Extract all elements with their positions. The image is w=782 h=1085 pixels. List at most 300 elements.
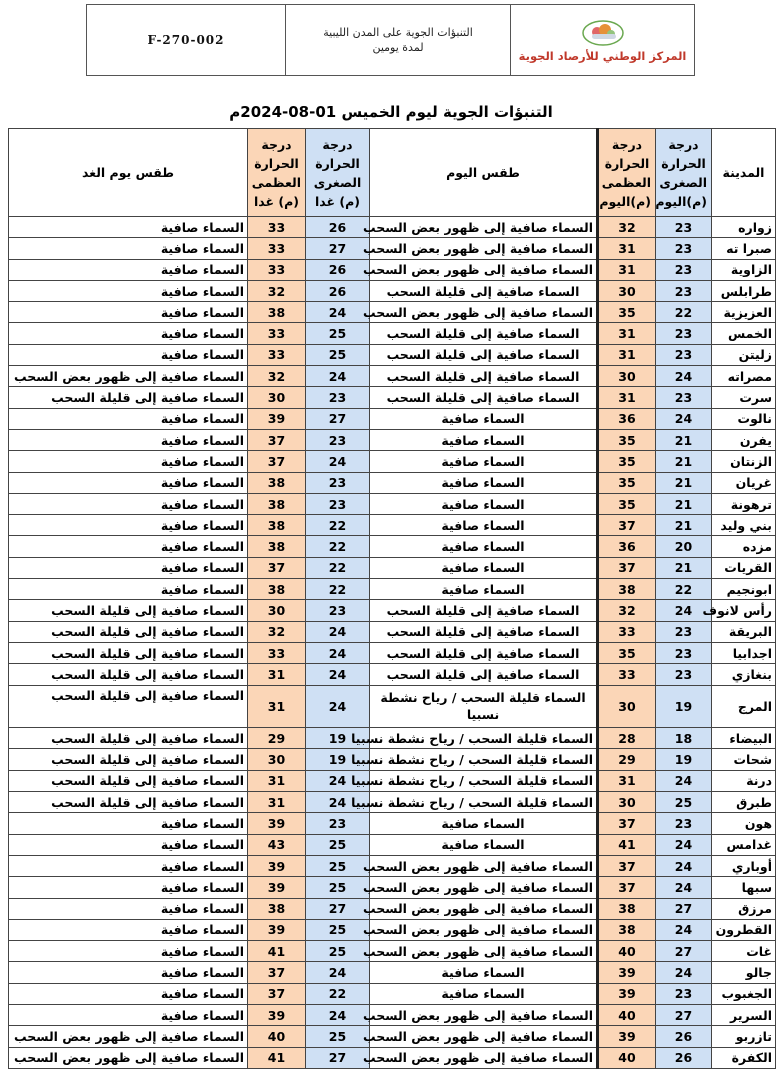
table-row <box>9 557 776 578</box>
cell-min-today: 23 <box>656 664 712 685</box>
cell-max-today: 35 <box>598 472 656 493</box>
cell-min-tomorrow: 24 <box>306 664 370 685</box>
cell-min-today: 23 <box>656 387 712 408</box>
cell-city: الكفرة <box>712 1047 776 1068</box>
cell-weather-tomorrow: السماء صافية إلى قليلة السحب <box>9 664 248 685</box>
cell-min-tomorrow: 27 <box>306 238 370 259</box>
cell-min-today: 24 <box>656 770 712 791</box>
cell-min-tomorrow: 24 <box>306 792 370 813</box>
cell-max-today: 36 <box>598 408 656 429</box>
cell-max-today: 31 <box>598 238 656 259</box>
cell-weather-today: السماء صافية <box>370 579 598 600</box>
cell-weather-today: السماء قليلة السحب / رياح نشطة نسبيا <box>370 792 598 813</box>
header-title <box>286 5 511 75</box>
forecast-table <box>8 128 776 1069</box>
cell-weather-today: السماء صافية <box>370 962 598 983</box>
table-row <box>9 493 776 514</box>
table-header-row <box>9 129 776 217</box>
cell-weather-tomorrow: السماء صافية <box>9 557 248 578</box>
cell-city: طرابلس <box>712 280 776 301</box>
cell-city: البريقة <box>712 621 776 642</box>
cell-weather-today: السماء صافية إلى ظهور بعض السحب <box>370 898 598 919</box>
cell-min-today: 24 <box>656 962 712 983</box>
cell-weather-tomorrow: السماء صافية إلى قليلة السحب <box>9 749 248 770</box>
cell-weather-today: السماء صافية <box>370 408 598 429</box>
cell-min-today: 24 <box>656 834 712 855</box>
cell-weather-tomorrow: السماء صافية <box>9 408 248 429</box>
cell-max-tomorrow: 38 <box>248 302 306 323</box>
cell-min-tomorrow: 24 <box>306 770 370 791</box>
table-row <box>9 621 776 642</box>
cell-weather-tomorrow: السماء صافية إلى قليلة السحب <box>9 600 248 621</box>
cell-max-tomorrow: 33 <box>248 642 306 663</box>
cell-weather-tomorrow: السماء صافية <box>9 344 248 365</box>
cell-max-tomorrow: 33 <box>248 217 306 238</box>
cell-max-today: 33 <box>598 664 656 685</box>
cell-weather-tomorrow: السماء صافية <box>9 238 248 259</box>
cell-min-today: 18 <box>656 728 712 749</box>
table-row <box>9 302 776 323</box>
cell-max-tomorrow: 39 <box>248 855 306 876</box>
cell-max-tomorrow: 31 <box>248 664 306 685</box>
cell-max-today: 39 <box>598 962 656 983</box>
cell-city: أوباري <box>712 855 776 876</box>
cell-weather-today: السماء صافية إلى قليلة السحب <box>370 664 598 685</box>
table-row <box>9 429 776 450</box>
cell-max-tomorrow: 38 <box>248 536 306 557</box>
cell-max-tomorrow: 32 <box>248 280 306 301</box>
cell-city: الخمس <box>712 323 776 344</box>
cell-weather-today: السماء قليلة السحب / رياح نشطة نسبيا <box>370 728 598 749</box>
cell-max-tomorrow: 41 <box>248 941 306 962</box>
cell-min-today: 23 <box>656 344 712 365</box>
cell-min-today: 23 <box>656 983 712 1004</box>
table-row <box>9 515 776 536</box>
cell-weather-today: السماء صافية <box>370 493 598 514</box>
cell-max-tomorrow: 33 <box>248 344 306 365</box>
cell-city: المرج <box>712 685 776 728</box>
table-row <box>9 983 776 1004</box>
cell-weather-tomorrow: السماء صافية <box>9 1004 248 1025</box>
header-title-line1: التنبؤات الجوية على المدن الليبية <box>323 26 473 39</box>
table-row <box>9 536 776 557</box>
cell-max-tomorrow: 31 <box>248 685 306 728</box>
cell-min-tomorrow: 24 <box>306 366 370 387</box>
cell-city: غدامس <box>712 834 776 855</box>
cell-max-today: 37 <box>598 515 656 536</box>
cell-max-today: 28 <box>598 728 656 749</box>
cell-max-today: 31 <box>598 344 656 365</box>
cell-min-today: 23 <box>656 813 712 834</box>
cell-min-today: 20 <box>656 536 712 557</box>
cell-min-tomorrow: 25 <box>306 344 370 365</box>
cell-city: مصراته <box>712 366 776 387</box>
cell-weather-tomorrow: السماء صافية <box>9 983 248 1004</box>
cell-min-tomorrow: 27 <box>306 1047 370 1068</box>
cell-weather-today: السماء صافية <box>370 429 598 450</box>
cell-weather-tomorrow: السماء صافية إلى ظهور بعض السحب <box>9 1047 248 1068</box>
cell-min-tomorrow: 25 <box>306 855 370 876</box>
cell-min-today: 23 <box>656 238 712 259</box>
cell-min-today: 23 <box>656 621 712 642</box>
cell-min-today: 23 <box>656 280 712 301</box>
cell-min-tomorrow: 26 <box>306 280 370 301</box>
cell-min-tomorrow: 25 <box>306 834 370 855</box>
cell-max-tomorrow: 30 <box>248 749 306 770</box>
cell-weather-tomorrow: السماء صافية إلى قليلة السحب <box>9 728 248 749</box>
cell-weather-tomorrow: السماء صافية <box>9 429 248 450</box>
cell-weather-today: السماء صافية إلى قليلة السحب <box>370 366 598 387</box>
cell-min-tomorrow: 23 <box>306 600 370 621</box>
cell-min-tomorrow: 27 <box>306 408 370 429</box>
cell-max-today: 39 <box>598 983 656 1004</box>
cell-min-tomorrow: 24 <box>306 451 370 472</box>
cell-city: القطرون <box>712 919 776 940</box>
cell-max-tomorrow: 43 <box>248 834 306 855</box>
table-row <box>9 387 776 408</box>
cell-weather-today: السماء قليلة السحب / رياح نشطة نسبيا <box>370 770 598 791</box>
cell-min-today: 21 <box>656 557 712 578</box>
cell-weather-today: السماء قليلة السحب / رياح نشطة نسبيا <box>370 749 598 770</box>
cell-max-today: 35 <box>598 429 656 450</box>
organization-name: المركز الوطني للأرصاد الجوية <box>518 49 687 63</box>
cell-weather-today: السماء قليلة السحب / رياح نشطة نسبيا <box>370 685 598 728</box>
header-title-line2: لمدة يومين <box>372 41 424 54</box>
column-header-max-today: درجة الحرارة العظمى (م)اليوم <box>598 129 656 217</box>
cell-weather-tomorrow: السماء صافية <box>9 962 248 983</box>
cell-min-today: 19 <box>656 749 712 770</box>
cell-weather-tomorrow: السماء صافية إلى قليلة السحب <box>9 642 248 663</box>
table-row <box>9 472 776 493</box>
cell-weather-tomorrow: السماء صافية إلى قليلة السحب <box>9 770 248 791</box>
cell-max-tomorrow: 37 <box>248 557 306 578</box>
table-row <box>9 642 776 663</box>
cell-weather-today: السماء صافية <box>370 813 598 834</box>
cell-max-tomorrow: 37 <box>248 962 306 983</box>
column-header-min-today: درجة الحرارة الصغرى (م)اليوم <box>656 129 712 217</box>
cell-city: شحات <box>712 749 776 770</box>
cell-max-today: 35 <box>598 493 656 514</box>
cell-max-tomorrow: 39 <box>248 408 306 429</box>
cell-weather-today: السماء صافية إلى قليلة السحب <box>370 344 598 365</box>
cell-max-today: 30 <box>598 280 656 301</box>
cell-max-tomorrow: 38 <box>248 493 306 514</box>
cell-city: سرت <box>712 387 776 408</box>
cell-max-today: 37 <box>598 855 656 876</box>
cell-min-today: 23 <box>656 642 712 663</box>
column-header-city: المدينة <box>712 129 776 217</box>
cell-max-tomorrow: 32 <box>248 366 306 387</box>
cell-city: نالوت <box>712 408 776 429</box>
cell-weather-today: السماء صافية إلى ظهور بعض السحب <box>370 855 598 876</box>
cell-weather-today: السماء صافية إلى ظهور بعض السحب <box>370 238 598 259</box>
table-row <box>9 1026 776 1047</box>
cell-max-tomorrow: 39 <box>248 919 306 940</box>
cell-city: الزنتان <box>712 451 776 472</box>
cell-city: اجدابيا <box>712 642 776 663</box>
cell-city: مرزق <box>712 898 776 919</box>
cell-weather-tomorrow: السماء صافية <box>9 323 248 344</box>
page-title: التنبؤات الجوية ليوم الخميس 01-08-2024م <box>229 103 553 121</box>
cell-max-tomorrow: 33 <box>248 323 306 344</box>
cell-weather-tomorrow: السماء صافية إلى قليلة السحب <box>9 621 248 642</box>
cell-weather-tomorrow: السماء صافية <box>9 515 248 536</box>
table-row <box>9 451 776 472</box>
cell-min-tomorrow: 19 <box>306 728 370 749</box>
cell-max-today: 33 <box>598 621 656 642</box>
cell-min-today: 22 <box>656 302 712 323</box>
cell-city: يفرن <box>712 429 776 450</box>
cell-city: بني وليد <box>712 515 776 536</box>
cell-min-today: 21 <box>656 493 712 514</box>
table-row <box>9 770 776 791</box>
cell-max-today: 29 <box>598 749 656 770</box>
cell-city: بنغازي <box>712 664 776 685</box>
cell-weather-tomorrow: السماء صافية <box>9 941 248 962</box>
cell-city: جالو <box>712 962 776 983</box>
table-row <box>9 323 776 344</box>
cell-weather-today: السماء صافية إلى ظهور بعض السحب <box>370 259 598 280</box>
cell-min-tomorrow: 24 <box>306 302 370 323</box>
cell-max-tomorrow: 29 <box>248 728 306 749</box>
cell-weather-today: السماء صافية إلى ظهور بعض السحب <box>370 919 598 940</box>
cell-max-tomorrow: 39 <box>248 1004 306 1025</box>
table-row <box>9 941 776 962</box>
cell-max-today: 37 <box>598 877 656 898</box>
cell-max-tomorrow: 37 <box>248 429 306 450</box>
cell-weather-today: السماء صافية إلى ظهور بعض السحب <box>370 1026 598 1047</box>
cell-min-tomorrow: 24 <box>306 1004 370 1025</box>
cell-min-today: 26 <box>656 1047 712 1068</box>
column-header-max-tomorrow: درجة الحرارة العظمى (م) غدا <box>248 129 306 217</box>
cell-city: ابونجيم <box>712 579 776 600</box>
cell-max-tomorrow: 32 <box>248 621 306 642</box>
cell-min-today: 23 <box>656 323 712 344</box>
cell-city: تازربو <box>712 1026 776 1047</box>
document-header <box>86 4 695 76</box>
cell-min-today: 27 <box>656 1004 712 1025</box>
cell-max-tomorrow: 31 <box>248 792 306 813</box>
cell-city: رأس لانوف <box>712 600 776 621</box>
cell-city: الجغبوب <box>712 983 776 1004</box>
cell-min-tomorrow: 23 <box>306 813 370 834</box>
cell-city: مزده <box>712 536 776 557</box>
cell-min-today: 26 <box>656 1026 712 1047</box>
cell-city: صبرا ته <box>712 238 776 259</box>
table-row <box>9 834 776 855</box>
cell-min-tomorrow: 25 <box>306 941 370 962</box>
cell-city: زليتن <box>712 344 776 365</box>
cell-max-today: 38 <box>598 919 656 940</box>
cell-max-today: 38 <box>598 898 656 919</box>
cell-city: القريات <box>712 557 776 578</box>
cell-max-today: 37 <box>598 557 656 578</box>
table-row <box>9 408 776 429</box>
cell-max-today: 40 <box>598 941 656 962</box>
cell-weather-tomorrow: السماء صافية <box>9 813 248 834</box>
cell-weather-tomorrow: السماء صافية <box>9 834 248 855</box>
cell-weather-tomorrow: السماء صافية <box>9 898 248 919</box>
cell-min-today: 24 <box>656 919 712 940</box>
cell-weather-today: السماء صافية إلى ظهور بعض السحب <box>370 302 598 323</box>
cell-weather-tomorrow: السماء صافية <box>9 472 248 493</box>
cell-max-today: 30 <box>598 685 656 728</box>
cell-min-today: 23 <box>656 259 712 280</box>
table-row <box>9 217 776 238</box>
cell-weather-tomorrow: السماء صافية إلى قليلة السحب <box>9 792 248 813</box>
cell-weather-tomorrow: السماء صافية إلى ظهور بعض السحب <box>9 366 248 387</box>
cell-max-tomorrow: 37 <box>248 451 306 472</box>
cell-max-tomorrow: 37 <box>248 983 306 1004</box>
table-row <box>9 685 776 728</box>
cell-max-tomorrow: 30 <box>248 600 306 621</box>
cell-weather-tomorrow: السماء صافية <box>9 877 248 898</box>
cell-min-tomorrow: 23 <box>306 472 370 493</box>
cell-weather-tomorrow: السماء صافية إلى قليلة السحب <box>9 387 248 408</box>
table-row <box>9 898 776 919</box>
table-row <box>9 813 776 834</box>
cell-min-tomorrow: 22 <box>306 515 370 536</box>
cell-weather-today: السماء صافية <box>370 472 598 493</box>
cell-min-today: 24 <box>656 408 712 429</box>
cell-min-today: 24 <box>656 366 712 387</box>
cell-weather-tomorrow: السماء صافية <box>9 579 248 600</box>
cell-weather-tomorrow: السماء صافية <box>9 259 248 280</box>
cell-max-today: 32 <box>598 600 656 621</box>
cell-min-today: 22 <box>656 579 712 600</box>
cell-weather-tomorrow: السماء صافية <box>9 493 248 514</box>
cell-weather-today: السماء صافية إلى ظهور بعض السحب <box>370 877 598 898</box>
cell-min-today: 27 <box>656 941 712 962</box>
table-row <box>9 1047 776 1068</box>
cell-min-today: 21 <box>656 451 712 472</box>
cell-weather-tomorrow: السماء صافية <box>9 302 248 323</box>
cell-max-tomorrow: 40 <box>248 1026 306 1047</box>
cell-weather-today: السماء صافية إلى قليلة السحب <box>370 621 598 642</box>
table-row <box>9 366 776 387</box>
cell-weather-tomorrow: السماء صافية <box>9 451 248 472</box>
table-row <box>9 600 776 621</box>
table-row <box>9 259 776 280</box>
cell-weather-today: السماء صافية إلى ظهور بعض السحب <box>370 1047 598 1068</box>
cell-city: ترهونة <box>712 493 776 514</box>
cell-max-today: 38 <box>598 579 656 600</box>
cell-min-today: 25 <box>656 792 712 813</box>
cell-weather-tomorrow: السماء صافية <box>9 536 248 557</box>
cell-min-tomorrow: 22 <box>306 983 370 1004</box>
cell-max-tomorrow: 38 <box>248 472 306 493</box>
cell-weather-today: السماء صافية إلى ظهور بعض السحب <box>370 941 598 962</box>
cell-max-tomorrow: 30 <box>248 387 306 408</box>
cell-max-today: 36 <box>598 536 656 557</box>
cell-max-tomorrow: 41 <box>248 1047 306 1068</box>
cell-max-today: 41 <box>598 834 656 855</box>
cell-min-tomorrow: 24 <box>306 642 370 663</box>
cell-min-tomorrow: 23 <box>306 493 370 514</box>
cell-min-today: 21 <box>656 515 712 536</box>
cell-min-tomorrow: 22 <box>306 536 370 557</box>
cell-min-today: 24 <box>656 600 712 621</box>
table-row <box>9 919 776 940</box>
cell-min-tomorrow: 25 <box>306 1026 370 1047</box>
cell-city: السرير <box>712 1004 776 1025</box>
cell-max-today: 31 <box>598 387 656 408</box>
cell-max-today: 35 <box>598 451 656 472</box>
cell-weather-tomorrow: السماء صافية إلى قليلة السحب <box>9 685 248 728</box>
cell-weather-today: السماء صافية <box>370 515 598 536</box>
cell-weather-today: السماء صافية <box>370 451 598 472</box>
cell-min-tomorrow: 26 <box>306 217 370 238</box>
cloud-logo-icon <box>579 17 627 47</box>
cell-min-tomorrow: 23 <box>306 429 370 450</box>
cell-city: الزاوية <box>712 259 776 280</box>
cell-city: هون <box>712 813 776 834</box>
cell-weather-tomorrow: السماء صافية إلى ظهور بعض السحب <box>9 1026 248 1047</box>
table-row <box>9 962 776 983</box>
cell-min-today: 27 <box>656 898 712 919</box>
cell-weather-today: السماء صافية إلى قليلة السحب <box>370 387 598 408</box>
cell-max-today: 35 <box>598 642 656 663</box>
table-row <box>9 877 776 898</box>
cell-weather-tomorrow: السماء صافية <box>9 919 248 940</box>
cell-min-tomorrow: 25 <box>306 323 370 344</box>
cell-weather-tomorrow: السماء صافية <box>9 280 248 301</box>
cell-city: البيضاء <box>712 728 776 749</box>
cell-min-tomorrow: 27 <box>306 898 370 919</box>
cell-max-tomorrow: 38 <box>248 579 306 600</box>
cell-city: العزيزية <box>712 302 776 323</box>
table-row <box>9 1004 776 1025</box>
table-row <box>9 728 776 749</box>
cell-max-today: 39 <box>598 1026 656 1047</box>
organization-block <box>511 5 694 75</box>
cell-max-tomorrow: 33 <box>248 259 306 280</box>
cell-city: طبرق <box>712 792 776 813</box>
cell-weather-today: السماء صافية إلى قليلة السحب <box>370 280 598 301</box>
cell-max-tomorrow: 39 <box>248 877 306 898</box>
cell-max-today: 31 <box>598 259 656 280</box>
cell-min-today: 24 <box>656 855 712 876</box>
cell-max-today: 40 <box>598 1047 656 1068</box>
column-header-weather-tomorrow: طقس يوم الغد <box>9 129 248 217</box>
cell-weather-today: السماء صافية <box>370 557 598 578</box>
cell-city: غات <box>712 941 776 962</box>
table-row <box>9 855 776 876</box>
cell-min-tomorrow: 22 <box>306 579 370 600</box>
cell-max-tomorrow: 38 <box>248 515 306 536</box>
cell-max-today: 31 <box>598 770 656 791</box>
cell-max-today: 30 <box>598 366 656 387</box>
cell-min-tomorrow: 25 <box>306 877 370 898</box>
cell-weather-today: السماء صافية <box>370 983 598 1004</box>
cell-city: غريان <box>712 472 776 493</box>
cell-weather-today: السماء صافية إلى قليلة السحب <box>370 323 598 344</box>
cell-max-today: 31 <box>598 323 656 344</box>
cell-max-today: 32 <box>598 217 656 238</box>
cell-min-today: 21 <box>656 429 712 450</box>
cell-min-tomorrow: 24 <box>306 962 370 983</box>
cell-min-today: 19 <box>656 685 712 728</box>
cell-max-today: 40 <box>598 1004 656 1025</box>
cell-weather-tomorrow: السماء صافية <box>9 855 248 876</box>
table-body <box>9 217 776 1069</box>
cell-max-tomorrow: 31 <box>248 770 306 791</box>
cell-min-tomorrow: 24 <box>306 621 370 642</box>
cell-max-tomorrow: 39 <box>248 813 306 834</box>
cell-weather-tomorrow: السماء صافية <box>9 217 248 238</box>
table-row <box>9 280 776 301</box>
cell-min-today: 24 <box>656 877 712 898</box>
